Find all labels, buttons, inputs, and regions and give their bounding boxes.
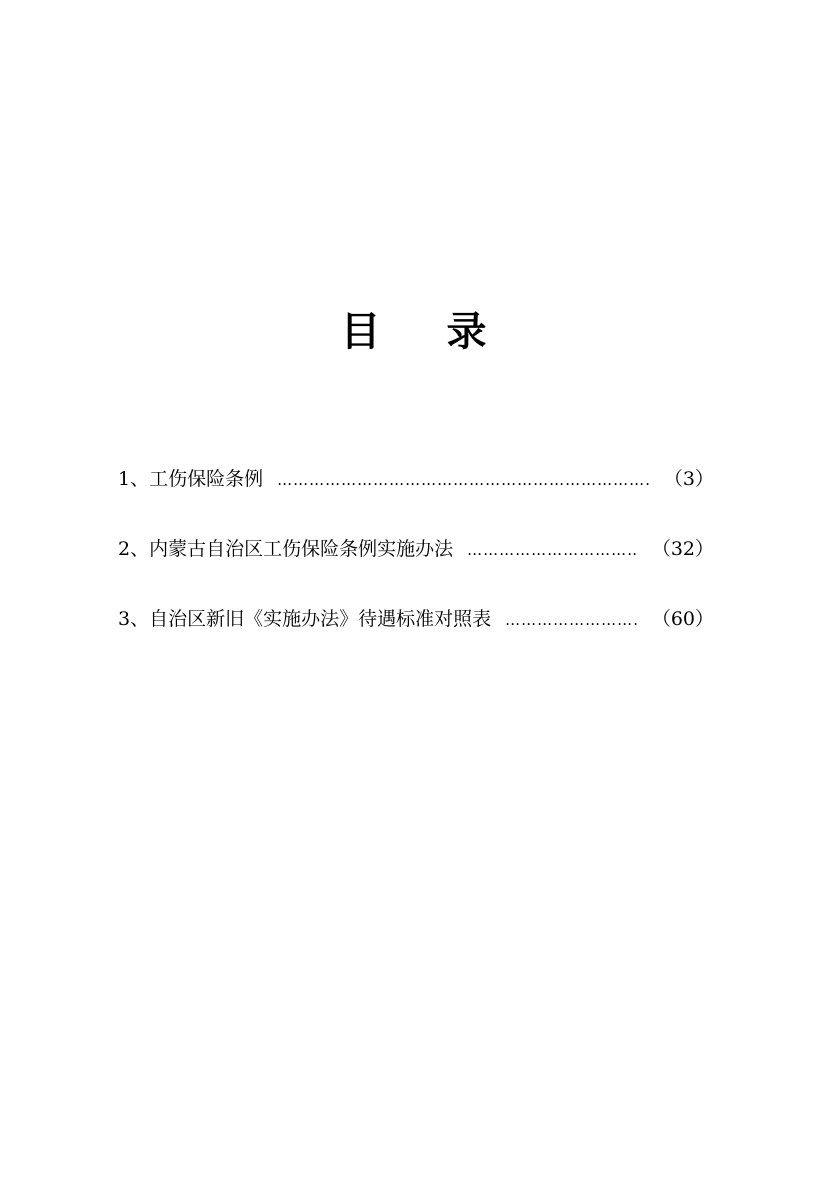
- toc-entry-label: 2、内蒙古自治区工伤保险条例实施办法: [118, 538, 454, 560]
- dot-leader: [505, 603, 638, 637]
- dot-leader: [277, 463, 650, 497]
- toc-entry-label: 3、自治区新旧《实施办法》待遇标准对照表: [118, 608, 492, 630]
- toc-entry-page: （3）: [663, 468, 714, 490]
- page-title: [0, 304, 827, 360]
- title-char-2: 录: [446, 309, 487, 355]
- title-char-1: 目: [340, 309, 381, 355]
- toc-entry[interactable]: [118, 602, 714, 672]
- toc-entry[interactable]: [118, 462, 714, 532]
- toc-entry[interactable]: [118, 532, 714, 602]
- toc-entry-page: （32）: [651, 538, 714, 560]
- dot-leader: [467, 533, 638, 567]
- toc-entry-page: （60）: [651, 608, 714, 630]
- table-of-contents: [118, 462, 714, 672]
- toc-entry-label: 1、工伤保险条例: [118, 468, 264, 490]
